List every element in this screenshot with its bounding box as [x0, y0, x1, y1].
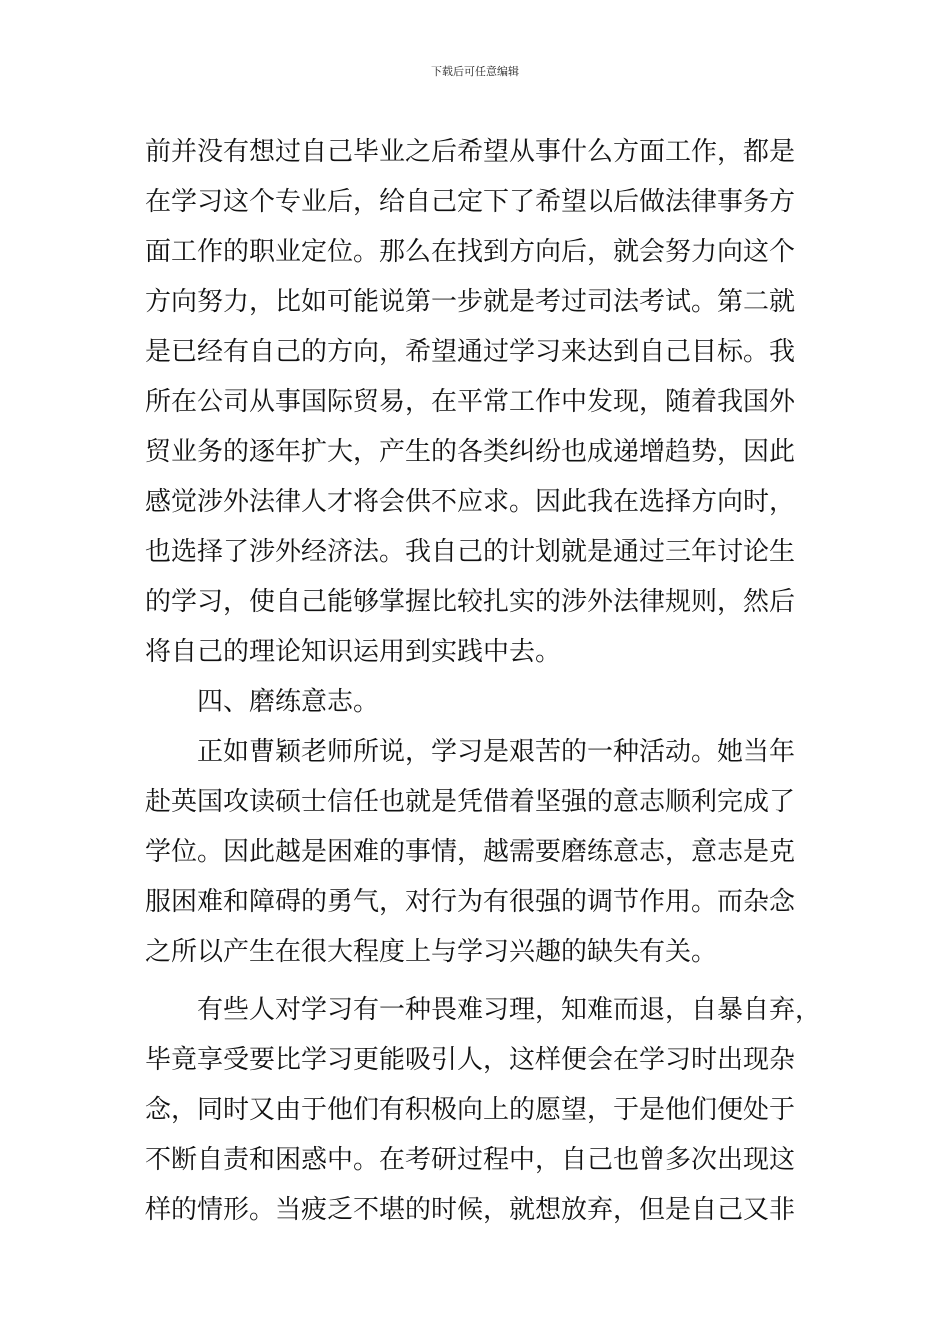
text-line: 之所以产生在很大程度上与学习兴趣的缺失有关。 — [145, 937, 718, 967]
text-line: 毕竟享受要比学习更能吸引人，这样便会在学习时出现杂 — [145, 1045, 796, 1075]
paragraph-first-line: 正如曹颖老师所说，学习是艰苦的一种活动。她当年 — [197, 737, 796, 767]
section-heading: 四、磨练意志。 — [197, 687, 380, 717]
text-line: 样的情形。当疲乏不堪的时候，就想放弃，但是自己又非 — [145, 1195, 796, 1225]
text-line: 前并没有想过自己毕业之后希望从事什么方面工作，都是 — [145, 137, 796, 167]
text-line: 服困难和障碍的勇气，对行为有很强的调节作用。而杂念 — [145, 887, 796, 917]
text-line: 将自己的理论知识运用到实践中去。 — [145, 637, 562, 667]
text-line: 不断自责和困惑中。在考研过程中，自己也曾多次出现这 — [145, 1145, 796, 1175]
paragraph-first-line: 有些人对学习有一种畏难习理，知难而退，自暴自弃， — [197, 995, 822, 1025]
text-line: 念，同时又由于他们有积极向上的愿望，于是他们便处于 — [145, 1095, 796, 1125]
page-header: 下载后可任意编辑 — [431, 65, 519, 78]
text-line: 学位。因此越是困难的事情，越需要磨练意志，意志是克 — [145, 837, 796, 867]
text-line: 是已经有自己的方向，希望通过学习来达到自己目标。我 — [145, 337, 796, 367]
text-line: 也选择了涉外经济法。我自己的计划就是通过三年讨论生 — [145, 537, 796, 567]
text-line: 赴英国攻读硕士信任也就是凭借着坚强的意志顺利完成了 — [145, 787, 796, 817]
text-line: 贸业务的逐年扩大，产生的各类纠纷也成递增趋势，因此 — [145, 437, 796, 467]
document-body — [145, 127, 822, 1235]
paragraph-gap — [145, 977, 815, 985]
text-line: 在学习这个专业后，给自己定下了希望以后做法律事务方 — [145, 187, 796, 217]
text-line: 面工作的职业定位。那么在找到方向后，就会努力向这个 — [145, 237, 796, 267]
text-line: 方向努力，比如可能说第一步就是考过司法考试。第二就 — [145, 287, 796, 317]
text-line: 的学习，使自己能够掌握比较扎实的涉外法律规则，然后 — [145, 587, 796, 617]
text-line: 感觉涉外法律人才将会供不应求。因此我在选择方向时， — [145, 487, 796, 517]
text-line: 所在公司从事国际贸易，在平常工作中发现，随着我国外 — [145, 387, 796, 417]
